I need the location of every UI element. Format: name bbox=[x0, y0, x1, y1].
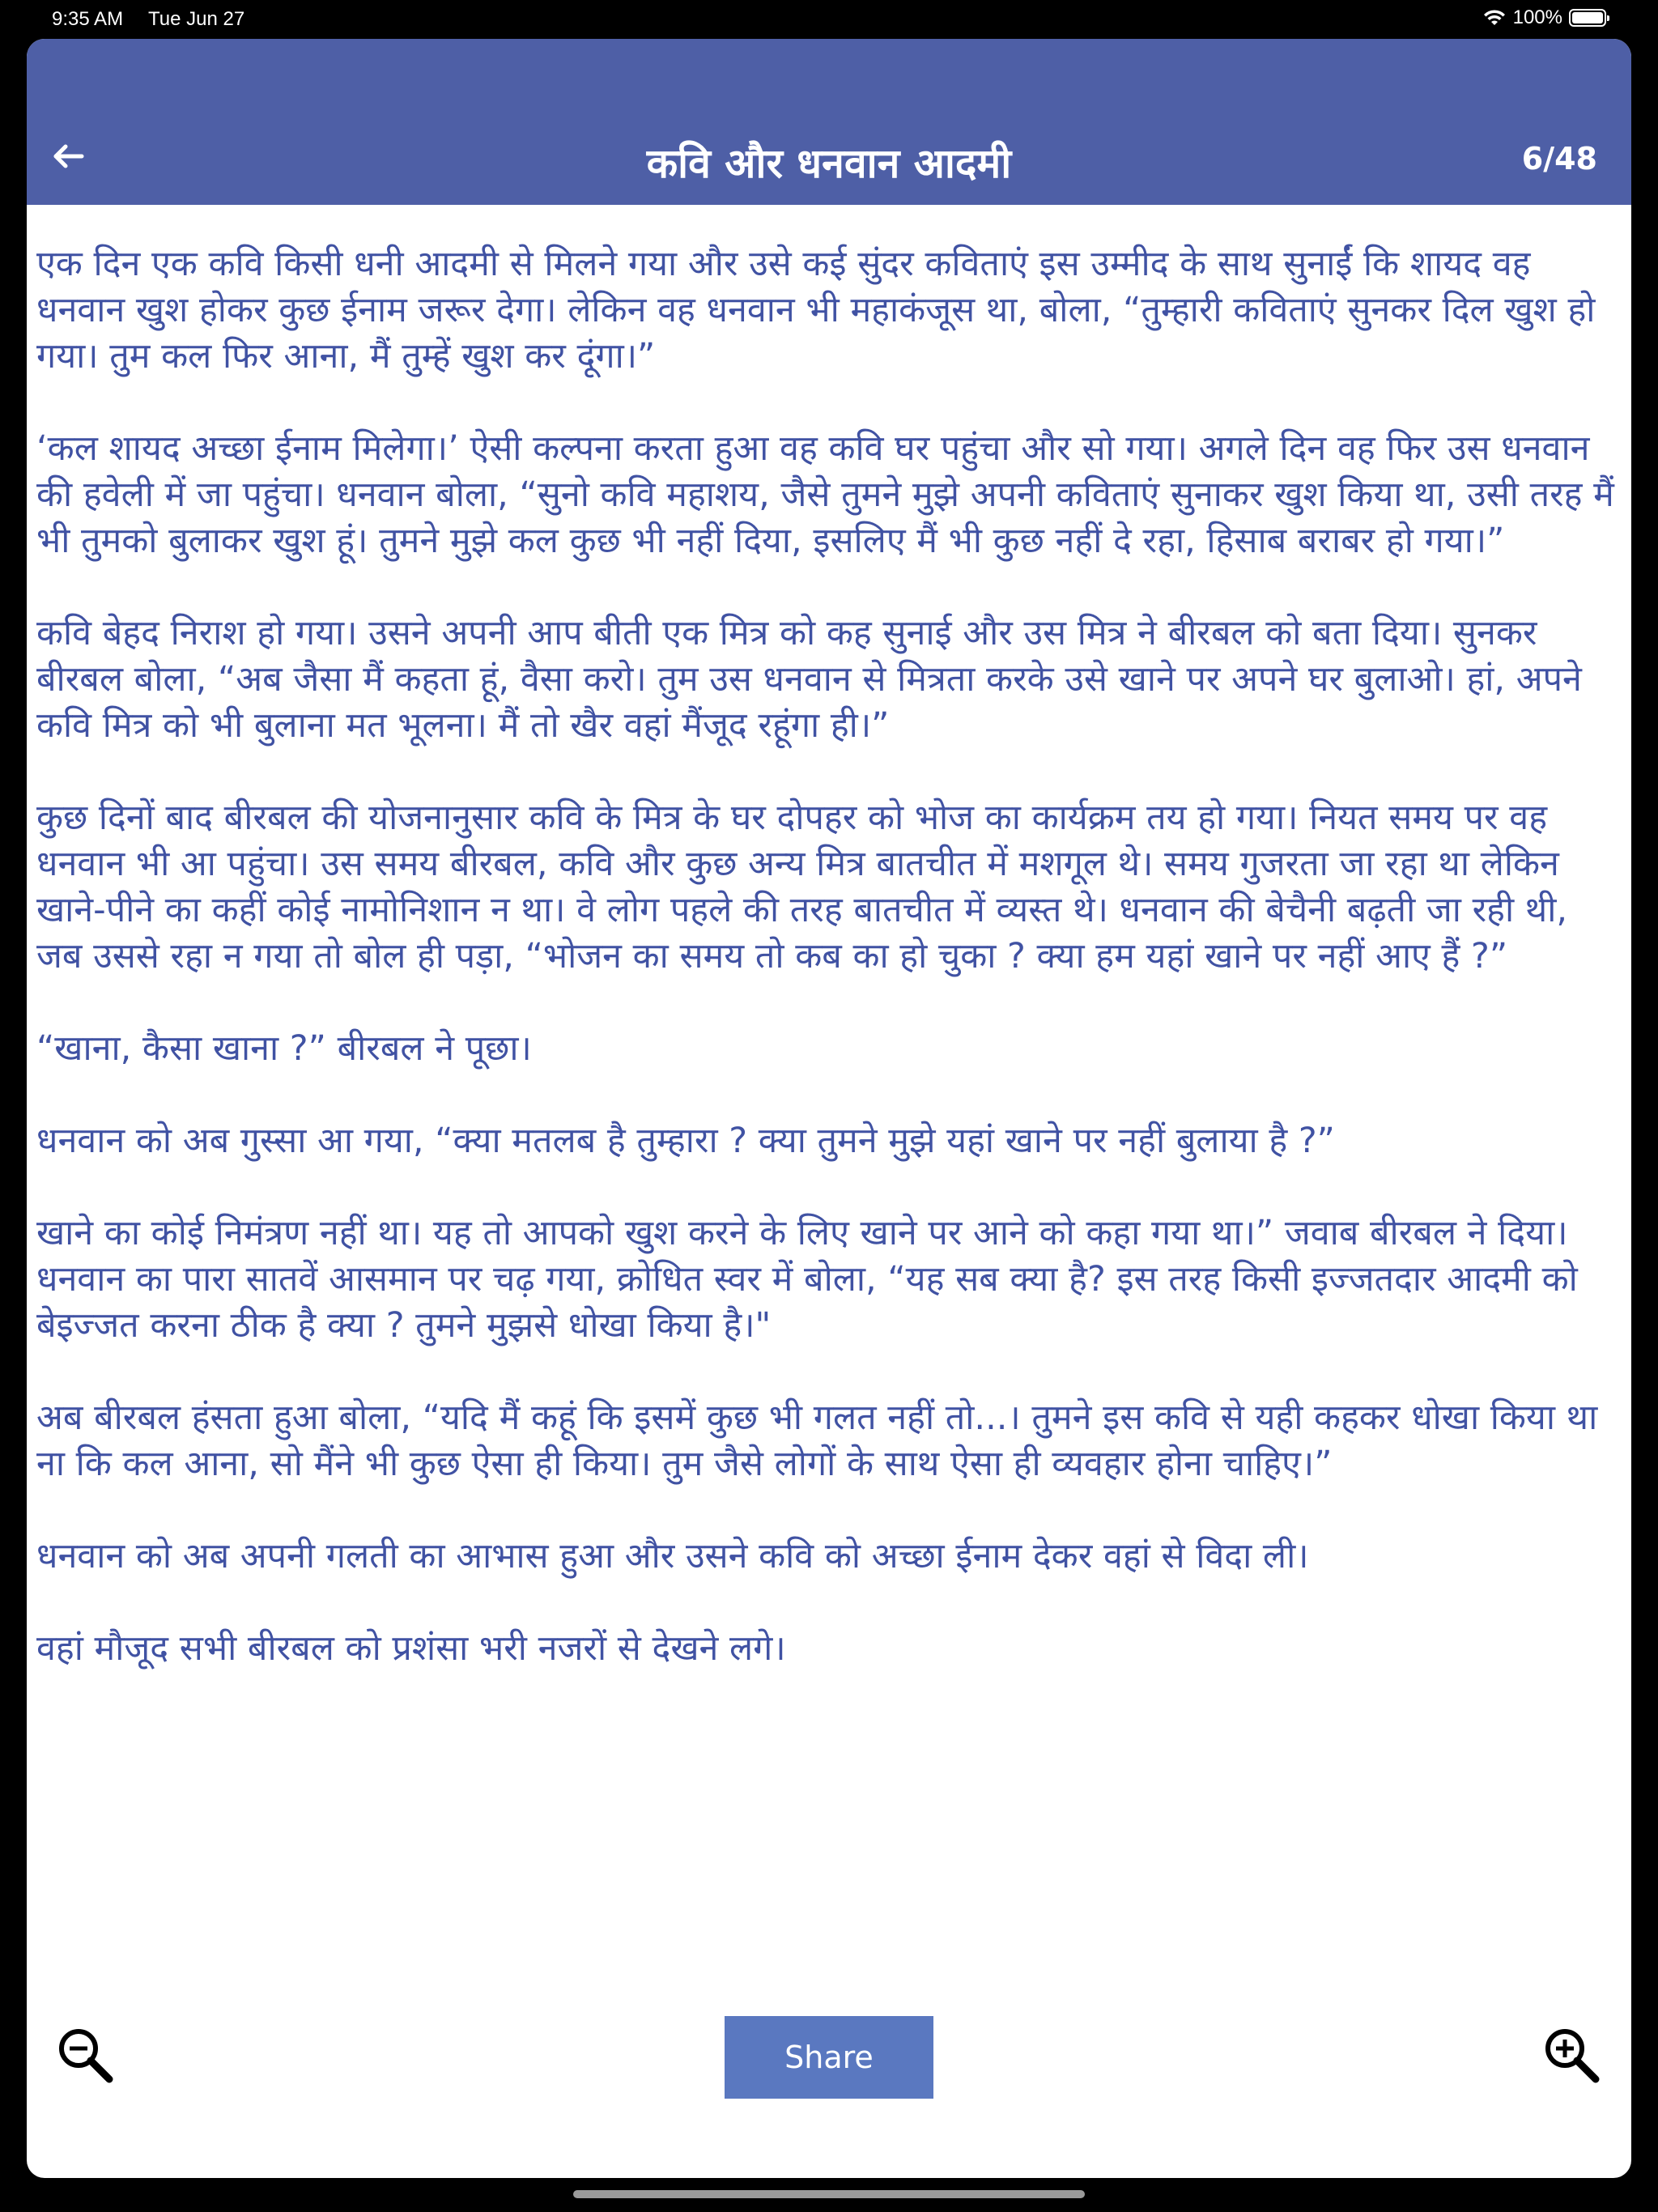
share-button[interactable]: Share bbox=[725, 2016, 933, 2099]
story-paragraph: धनवान को अब अपनी गलती का आभास हुआ और उसने कवि को अच्छा ईनाम देकर वहां से विदा ली। bbox=[36, 1536, 1309, 1576]
zoom-in-icon bbox=[1541, 2024, 1602, 2086]
story-paragraph: खाने का कोई निमंत्रण नहीं था। यह तो आपको खुश करने के लिए खाने पर आने को कहा गया था।” जवाब बीरबल ने दिया। धनवान का पारा सातवें आसमान पर चढ़ गया, क्रोधित स्वर में बोला, “यह सब क्या है? इस तरह किसी इज्जतदार आदमी को बेइज्जत करना ठीक है क्या ? तुमने मुझसे धोखा किया है।" bbox=[36, 1213, 1578, 1346]
status-date: Tue Jun 27 bbox=[148, 8, 245, 30]
story-paragraph: ‘कल शायद अच्छा ईनाम मिलेगा।’ ऐसी कल्पना करता हुआ वह कवि घर पहुंचा और सो गया। अगले दिन वह फिर उस धनवान की हवेली में जा पहुंचा। धनवान बोला, “सुनो कवि महाशय, जैसे तुमने मुझे अपनी कविताएं सुनाकर खुश किया था, उसी तरह मैं भी तुमको बुलाकर खुश हूं। तुमने मुझे कल कुछ भी नहीं दिया, इसलिए मैं भी कुछ नहीं दे रहा, हिसाब बराबर हो गया।” bbox=[36, 428, 1614, 561]
status-time: 9:35 AM bbox=[52, 8, 124, 30]
story-paragraph: कवि बेहद निराश हो गया। उसने अपनी आप बीती एक मित्र को कह सुनाई और उस मित्र ने बीरबल को बता दिया। सुनकर बीरबल बोला, “अब जैसा मैं कहता हूं, वैसा करो। तुम उस धनवान से मित्रता करके उसे खाने पर अपने घर बुलाओ। हां, अपने कवि मित्र को भी बुलाना मत भूलना। मैं तो खैर वहां मैंजूद रहूंगा ही।” bbox=[36, 613, 1582, 746]
story-paragraph: कुछ दिनों बाद बीरबल की योजनानुसार कवि के मित्र के घर दोपहर को भोज का कार्यक्रम तय हो गया। नियत समय पर वह धनवान भी आ पहुंचा। उस समय बीरबल, कवि और कुछ अन्य मित्र बातचीत में मशगूल थे। समय गुजरता जा रहा था लेकिन खाने-पीने का कहीं कोई नामोनिशान न था। वे लोग पहले की तरह बातचीत में व्यस्त थे। धनवान की बेचैनी बढ़ती जा रही थी, जब उससे रहा न गया तो बोल ही पड़ा, “भोजन का समय तो कब का हो चुका ? क्या हम यहां खाने पर नहीं आए हैं ?” bbox=[36, 798, 1568, 976]
home-indicator[interactable] bbox=[573, 2190, 1085, 2198]
story-paragraph: धनवान को अब गुस्सा आ गया, “क्या मतलब है तुम्हारा ? क्या तुमने मुझे यहां खाने पर नहीं बुलाया है ?” bbox=[36, 1121, 1335, 1161]
zoom-out-icon bbox=[54, 2024, 116, 2086]
battery-percent: 100% bbox=[1512, 6, 1562, 28]
wifi-icon bbox=[1482, 9, 1507, 27]
story-paragraph: अब बीरबल हंसता हुआ बोला, “यदि मैं कहूं कि इसमें कुछ भी गलत नहीं तो...। तुमने इस कवि से यही कहकर धोखा किया था ना कि कल आना, सो मैंने भी कुछ ऐसा ही किया। तुम जैसे लोगों के साथ ऐसा ही व्यवहार होना चाहिए।” bbox=[36, 1397, 1598, 1484]
story-paragraph: एक दिन एक कवि किसी धनी आदमी से मिलने गया और उसे कई सुंदर कविताएं इस उम्मीद के साथ सुनाईं कि शायद वह धनवान खुश होकर कुछ ईनाम जरूर देगा। लेकिन वह धनवान भी महाकंजूस था, बोला, “तुम्हारी कविताएं सुनकर दिल खुश हो गया। तुम कल फिर आना, मैं तुम्हें खुश कर दूंगा।” bbox=[36, 244, 1596, 376]
story-paragraph: “खाना, कैसा खाना ?” बीरबल ने पूछा। bbox=[36, 1028, 532, 1069]
story-sheet bbox=[27, 39, 1631, 2178]
status-indicators bbox=[1482, 6, 1606, 29]
zoom-in-button[interactable] bbox=[1541, 2024, 1602, 2086]
page-counter: 6/48 bbox=[1521, 141, 1597, 177]
story-text bbox=[36, 241, 1623, 1718]
page-title: कवि और धनवान आदमी bbox=[646, 140, 1012, 187]
battery-icon bbox=[1569, 9, 1606, 27]
story-paragraph: वहां मौजूद सभी बीरबल को प्रशंसा भरी नजरों से देखने लगे। bbox=[36, 1628, 786, 1669]
status-bar bbox=[0, 0, 1658, 39]
nav-bar bbox=[27, 39, 1631, 205]
zoom-out-button[interactable] bbox=[54, 2024, 116, 2086]
